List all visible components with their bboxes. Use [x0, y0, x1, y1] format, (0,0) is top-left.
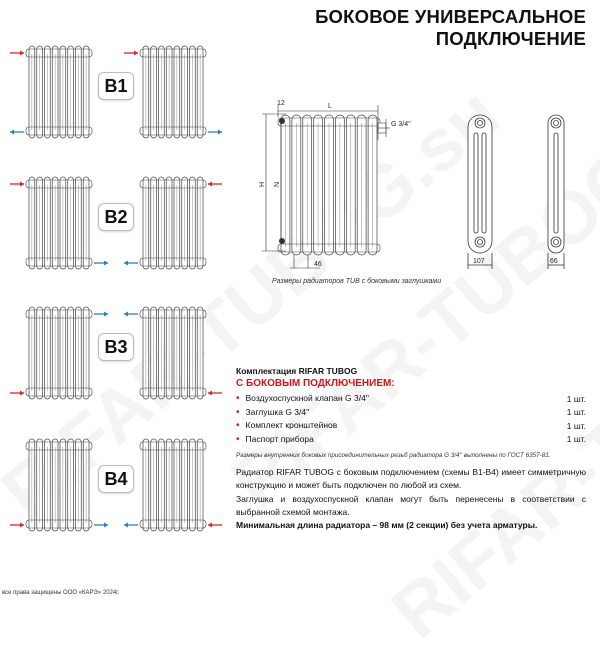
return-arrow-icon	[124, 523, 138, 528]
kit-subheading: С БОКОВЫМ ПОДКЛЮЧЕНИЕМ:	[236, 378, 395, 389]
dim-length: L	[328, 103, 332, 110]
return-arrow-icon	[10, 130, 24, 135]
title-line-1: БОКОВОЕ УНИВЕРСАЛЬНОЕ	[315, 6, 586, 27]
kit-item-qty: 1 шт.	[566, 420, 586, 431]
scheme-label: B4	[98, 465, 134, 493]
kit-item	[236, 433, 586, 447]
kit-item	[236, 392, 586, 406]
kit-note: Размеры внутренних боковых присоединительных резьб радиатора G 3/4'' выполнены по ГОСТ 6357-81.	[236, 452, 551, 459]
return-arrow-icon	[94, 312, 108, 317]
copyright: все права защищены ООО «КАРЭ» 2024г.	[2, 590, 120, 596]
scheme-label: B3	[98, 333, 134, 361]
supply-arrow-icon	[10, 523, 24, 528]
title-line-2: ПОДКЛЮЧЕНИЕ	[435, 28, 586, 49]
kit-item-name: • Комплект кронштейнов	[236, 420, 337, 431]
kit-item	[236, 406, 586, 420]
dim-axis: N	[274, 181, 281, 187]
supply-arrow-icon	[208, 391, 222, 396]
radiator-right	[140, 439, 206, 531]
supply-arrow-icon	[124, 51, 138, 56]
scheme-b3	[0, 293, 230, 403]
supply-arrow-icon	[10, 51, 24, 56]
kit-item-qty: 1 шт.	[566, 407, 586, 418]
dim-thread: G 3/4''	[391, 121, 411, 128]
kit-item-qty: 1 шт.	[566, 393, 586, 404]
page-title	[315, 6, 586, 50]
radiator-left	[26, 177, 92, 269]
kit-heading: Комплектация RIFAR TUBOG	[236, 366, 358, 376]
description-p2: Заглушка и воздухоспускной клапан могут быть перенесены в соответствии с выбранной схемой монтажа.	[236, 493, 586, 517]
scheme-b2	[0, 163, 230, 273]
dim-offset: 12	[277, 100, 285, 107]
dim-pitch: 46	[314, 261, 322, 268]
supply-arrow-icon	[208, 182, 222, 187]
return-arrow-icon	[208, 130, 222, 135]
drawing-caption: Размеры радиаторов TUB с боковыми заглушками	[272, 278, 442, 285]
radiator-right	[140, 46, 206, 138]
kit-item-name: • Паспорт прибора	[236, 434, 314, 445]
radiator-left	[26, 46, 92, 138]
dim-depth-107: 107	[473, 258, 485, 265]
radiator-left	[26, 307, 92, 399]
return-arrow-icon	[94, 523, 108, 528]
scheme-label: B2	[98, 203, 134, 231]
radiator-right	[140, 177, 206, 269]
scheme-b4	[0, 425, 230, 535]
description	[236, 466, 586, 532]
radiator-front-view	[278, 115, 386, 255]
kit-item	[236, 419, 586, 433]
kit-section	[236, 366, 586, 459]
kit-item-name: • Воздухоспускной клапан G 3/4''	[236, 393, 369, 404]
dim-depth-66: 66	[550, 258, 558, 265]
return-arrow-icon	[124, 312, 138, 317]
radiator-left	[26, 439, 92, 531]
return-arrow-icon	[124, 261, 138, 266]
supply-arrow-icon	[208, 523, 222, 528]
kit-item-name: • Заглушка G 3/4''	[236, 407, 309, 418]
dim-height: H	[259, 181, 266, 187]
return-arrow-icon	[94, 261, 108, 266]
kit-item-qty: 1 шт.	[566, 434, 586, 445]
scheme-label: B1	[98, 72, 134, 100]
supply-arrow-icon	[10, 391, 24, 396]
radiator-right	[140, 307, 206, 399]
radiator-side-view-3-column	[468, 115, 492, 269]
description-min-length: Минимальная длина радиатора – 98 мм (2 секции) без учета арматуры.	[236, 520, 538, 531]
radiator-side-view-2-column	[548, 115, 564, 269]
scheme-b1	[0, 32, 230, 142]
radiator-dimension-drawing	[250, 95, 600, 280]
kit-list	[236, 392, 586, 446]
description-p1: Радиатор RIFAR TUBOG с боковым подключением (схемы B1-B4) имеет симметричную конструкцию и может быть подключен по любой из схем.	[236, 467, 586, 491]
supply-arrow-icon	[10, 182, 24, 187]
